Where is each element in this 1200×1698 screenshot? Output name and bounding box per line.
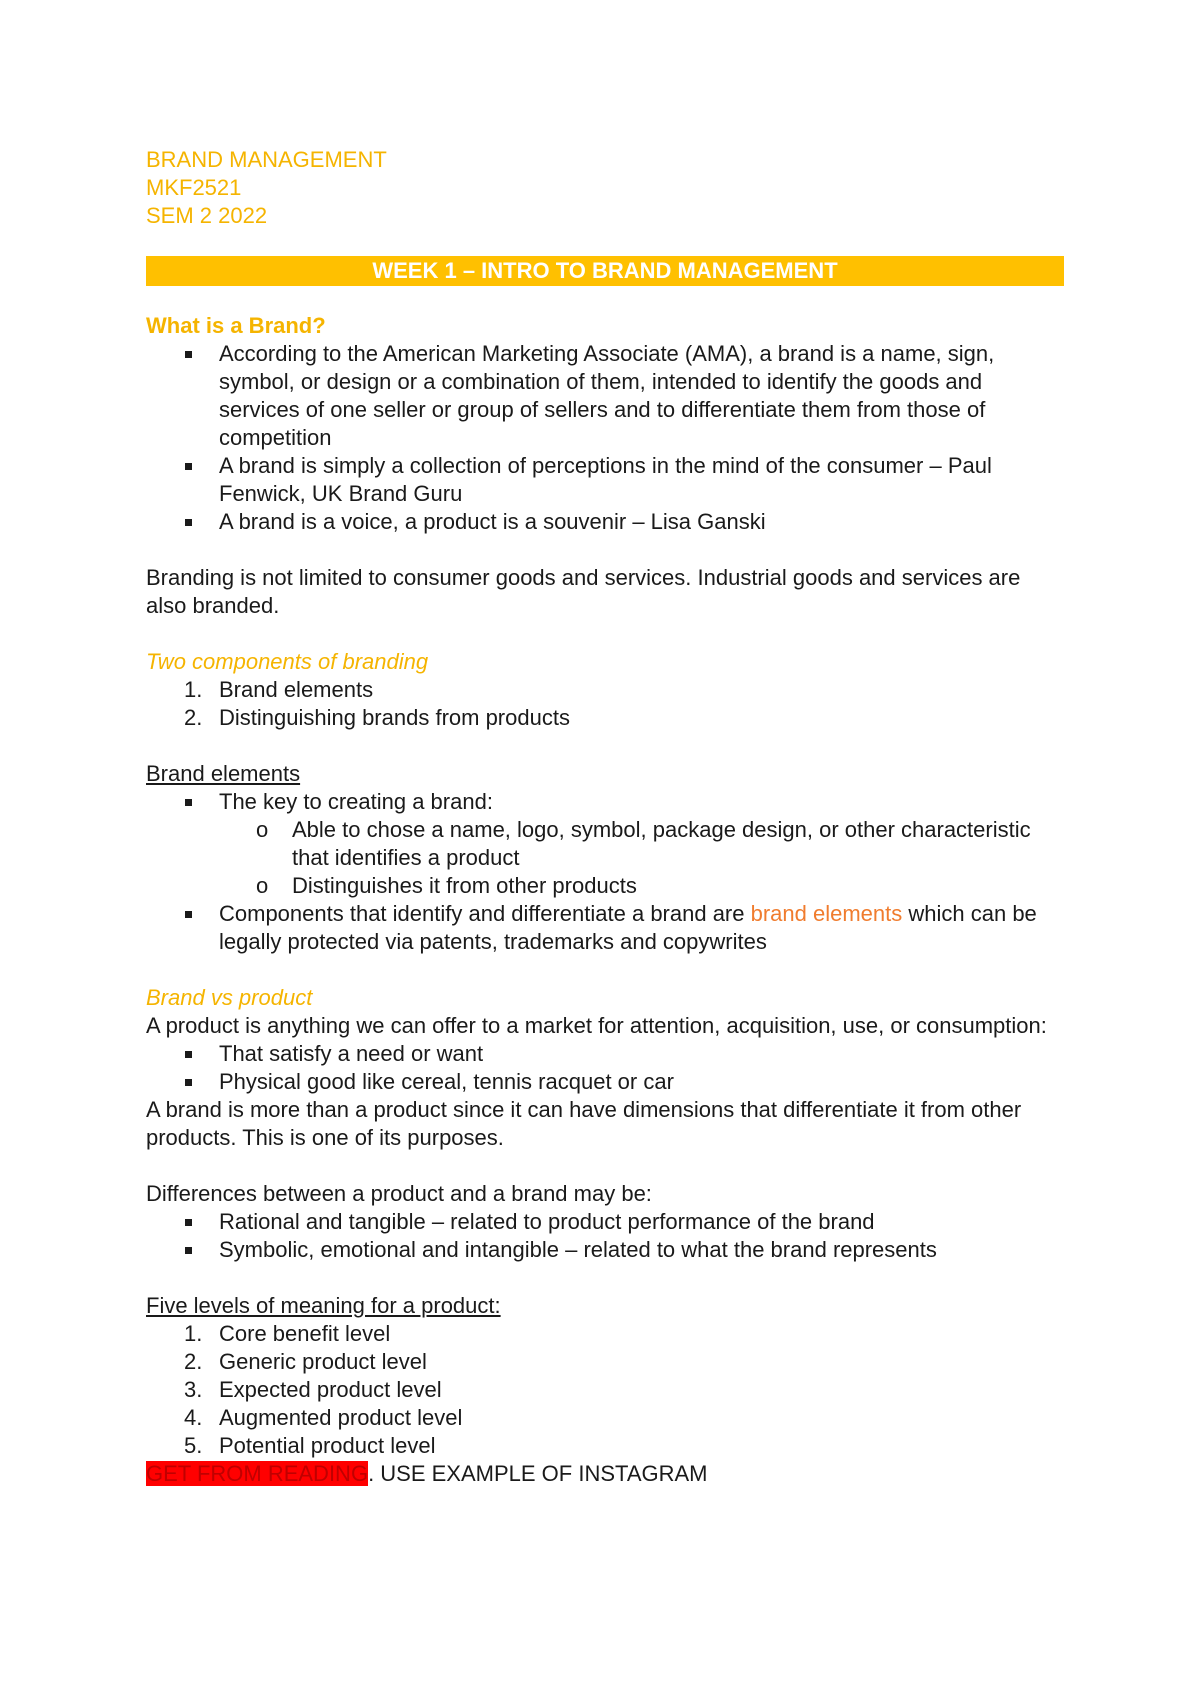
list-item: According to the American Marketing Associate (AMA), a brand is a name, sign, symbol, or design or a combination of them, intended to identify the goods and services of one seller or group of sellers and to differentiate them from those of competition	[146, 340, 1064, 452]
list-item: 4. Augmented product level	[184, 1405, 463, 1430]
brand-elements-list	[146, 788, 1064, 956]
list-item: The key to creating a brand: o Able to chose a name, logo, symbol, package design, or other characteristic that identifies a product o Distinguishes it from other products	[146, 788, 1064, 900]
five-levels-list	[146, 1320, 1064, 1460]
brand-elements-heading: Brand elements	[146, 761, 301, 786]
brand-vs-product-intro: A product is anything we can offer to a market for attention, acquisition, use, or consumption:	[146, 1013, 1047, 1038]
what-is-brand-list	[146, 340, 1064, 536]
list-item: o Able to chose a name, logo, symbol, package design, or other characteristic that identifies a product	[146, 816, 1064, 872]
what-is-brand-heading: What is a Brand?	[146, 313, 326, 338]
two-components-heading: Two components of branding	[146, 649, 429, 674]
list-item: Rational and tangible – related to product performance of the brand	[146, 1208, 1064, 1236]
course-title: BRAND MANAGEMENT	[146, 147, 387, 172]
semester: SEM 2 2022	[146, 203, 268, 228]
brand-vs-product-outro: A brand is more than a product since it can have dimensions that differentiate it from other products. This is one of its purposes.	[146, 1097, 1022, 1150]
brand-elements-sublist	[219, 816, 1064, 900]
brand-vs-product-list	[146, 1040, 1064, 1096]
list-item: 5. Potential product level	[184, 1433, 436, 1458]
brand-vs-product-heading: Brand vs product	[146, 985, 313, 1010]
list-item: 1. Brand elements	[184, 677, 374, 702]
differences-intro: Differences between a product and a brand may be:	[146, 1181, 652, 1206]
list-item: Physical good like cereal, tennis racquet or car	[146, 1068, 1064, 1096]
list-item: o Distinguishes it from other products	[146, 872, 1064, 900]
list-item: 2. Generic product level	[184, 1349, 427, 1374]
document-page	[146, 146, 1064, 1488]
differences-list	[146, 1208, 1064, 1264]
five-levels-heading: Five levels of meaning for a product:	[146, 1293, 501, 1318]
branding-paragraph: Branding is not limited to consumer goods and services. Industrial goods and services are also branded.	[146, 565, 1021, 618]
two-components-list	[146, 676, 1064, 732]
list-item: A brand is simply a collection of perceptions in the mind of the consumer – Paul Fenwick, UK Brand Guru	[146, 452, 1064, 508]
list-item: A brand is a voice, a product is a souvenir – Lisa Ganski	[146, 508, 1064, 536]
course-code: MKF2521	[146, 175, 242, 200]
list-item: 3. Expected product level	[184, 1377, 442, 1402]
reading-highlight: GET FROM READING	[146, 1461, 369, 1486]
list-item: Symbolic, emotional and intangible – related to what the brand represents	[146, 1236, 1064, 1264]
list-item: Components that identify and differentiate a brand are brand elements which can be legally protected via patents, trademarks and copywrites	[146, 900, 1064, 956]
list-item: That satisfy a need or want	[146, 1040, 1064, 1068]
week-title-bar: WEEK 1 – INTRO TO BRAND MANAGEMENT	[146, 256, 1064, 286]
list-item: 1. Core benefit level	[184, 1321, 391, 1346]
list-item: 2. Distinguishing brands from products	[184, 705, 570, 730]
final-line: GET FROM READING. USE EXAMPLE OF INSTAGRAM	[146, 1461, 708, 1486]
brand-elements-highlight: brand elements	[750, 901, 903, 926]
